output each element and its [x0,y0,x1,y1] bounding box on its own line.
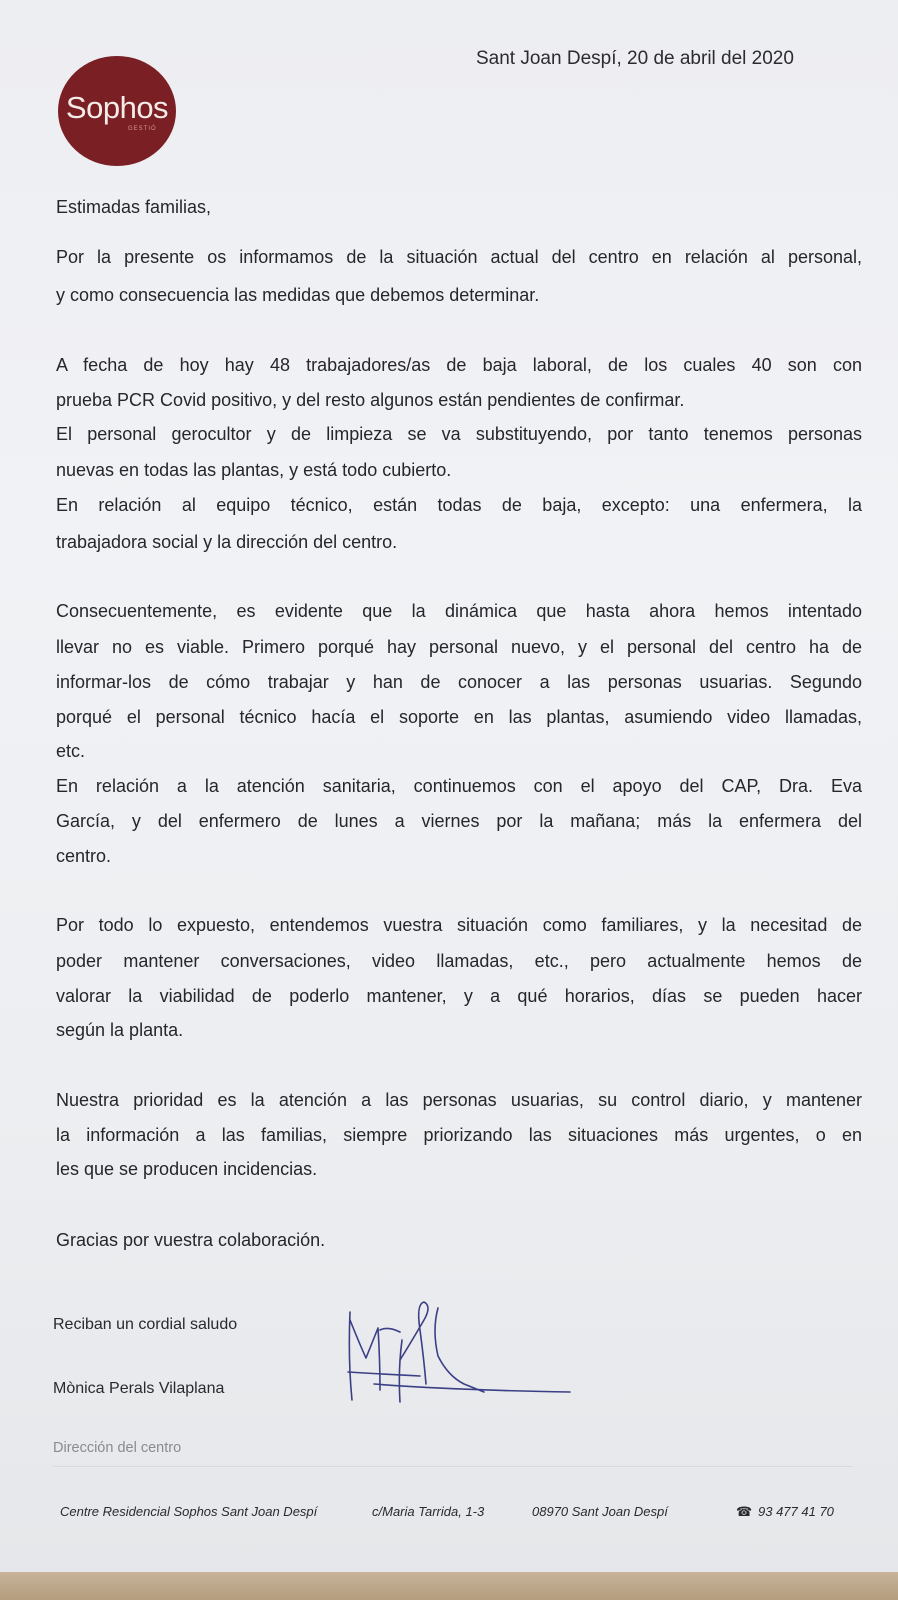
paragraph-line: poder mantener conversaciones, video llamadas, etc., pero actualmente hemos de [56,951,862,971]
footer-city: 08970 Sant Joan Despí [532,1504,668,1519]
paragraph-line: Por todo lo expuesto, entendemos vuestra situación como familiares, y la necesitad de [56,915,862,935]
paragraph-line: Consecuentemente, es evidente que la dinámica que hasta ahora hemos intentado [56,601,862,621]
paragraph-line: informar-los de cómo trabajar y han de conocer a las personas usuarias. Segundo [56,672,862,692]
logo-word: Sophos [65,90,169,125]
table-surface [0,1572,898,1600]
paragraph-line: Nuestra prioridad es la atención a las personas usuarias, su control diario, y mantener [56,1090,862,1110]
paragraph-line: y como consecuencia las medidas que debemos determinar. [56,285,540,305]
paragraph-line: En relación al equipo técnico, están todas de baja, excepto: una enfermera, la [56,495,862,515]
footer-phone: 93 477 41 70 [758,1504,834,1519]
footer-address: c/Maria Tarrida, 1-3 [372,1504,485,1519]
greeting: Estimadas familias, [56,197,212,217]
paragraph-line: García, y del enfermero de lunes a viernes por la mañana; más la enfermera del [56,811,862,831]
paragraph-line: la información a las familias, siempre priorizando las situaciones más urgentes, o en [56,1125,862,1145]
signer-name: Mònica Perals Vilaplana [53,1380,225,1397]
paragraph-line: El personal gerocultor y de limpieza se va substituyendo, por tanto tenemos personas [56,424,862,444]
closing: Reciban un cordial saludo [53,1316,238,1333]
paragraph-line: A fecha de hoy hay 48 trabajadores/as de baja laboral, de los cuales 40 son con [56,355,862,375]
paragraph-line: Por la presente os informamos de la situación actual del centro en relación al personal, [56,247,862,267]
telephone-icon: ☎ [736,1504,753,1519]
footer-center-name: Centre Residencial Sophos Sant Joan Despí [60,1504,318,1519]
thanks-line: Gracias por vuestra colaboración. [56,1230,326,1250]
letter-date: Sant Joan Despí, 20 de abril del 2020 [476,48,794,69]
paragraph-line: llevar no es viable. Primero porqué hay personal nuevo, y el personal del centro ha de [56,637,862,657]
paragraph-line: porqué el personal técnico hacía el soporte en las plantas, asumiendo video llamadas, [56,707,862,727]
logo-subtitle: GESTIÓ [128,126,157,132]
handwritten-signature [340,1300,590,1440]
paragraph-line: En relación a la atención sanitaria, continuemos con el apoyo del CAP, Dra. Eva [56,776,862,796]
paragraph-line: prueba PCR Covid positivo, y del resto algunos están pendientes de confirmar. [56,390,685,410]
sophos-logo [58,56,176,166]
paragraph-line: valorar la viabilidad de poderlo mantener, y a qué horarios, días se pueden hacer [56,986,862,1006]
paragraph-line: trabajadora social y la dirección del centro. [56,532,398,552]
footer-rule [53,1466,853,1467]
paragraph-line: según la planta. [56,1020,184,1040]
signer-role: Dirección del centro [53,1440,182,1456]
paragraph-line: les que se producen incidencias. [56,1159,318,1179]
paragraph-line: nuevas en todas las plantas, y está todo cubierto. [56,460,452,480]
paragraph-line: centro. [56,846,112,866]
paragraph-line: etc. [56,741,86,761]
